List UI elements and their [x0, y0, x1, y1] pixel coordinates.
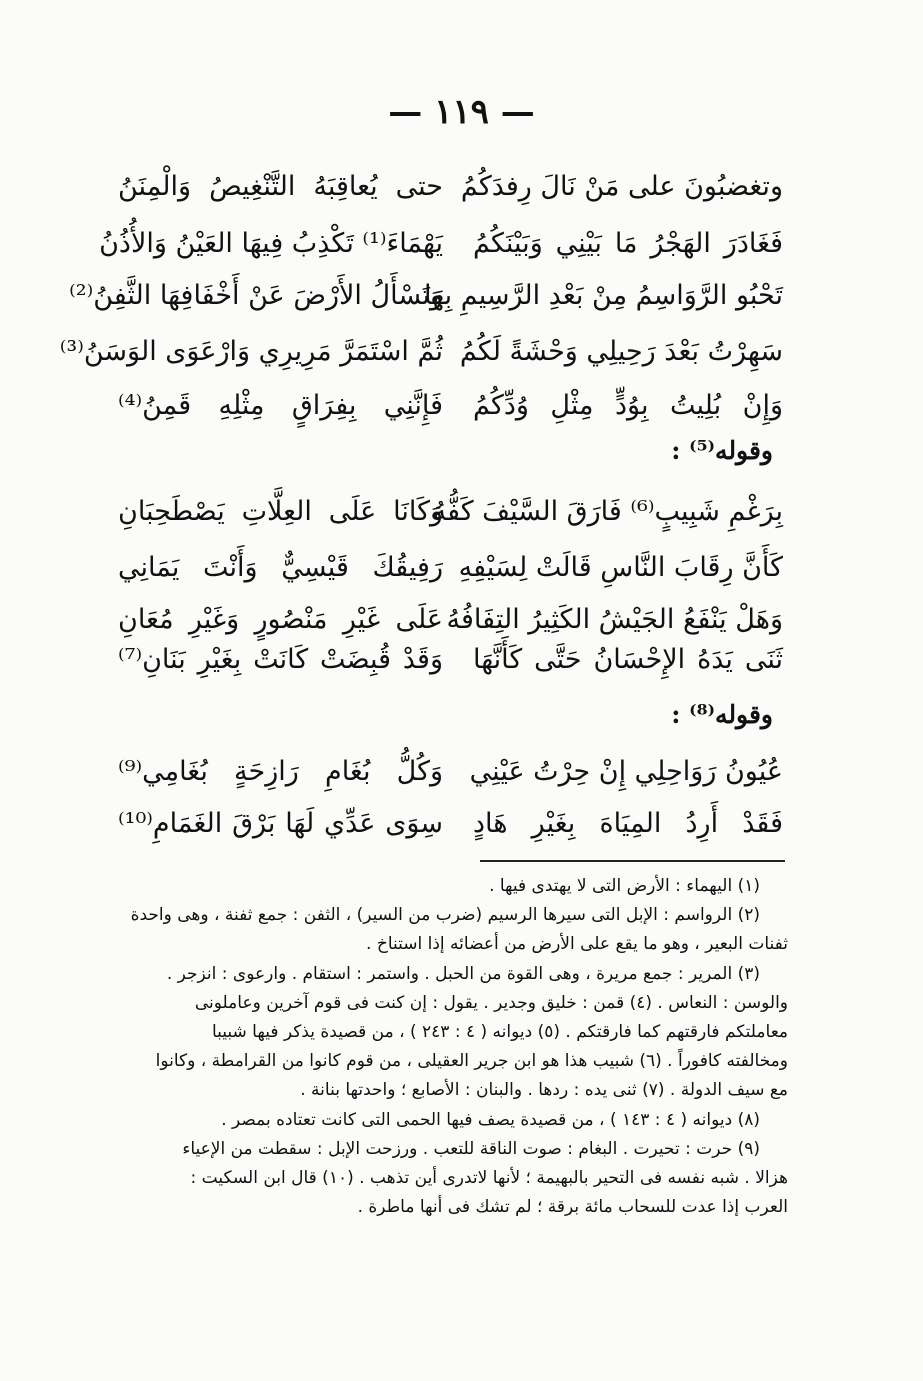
verse-first-hemistich: فَقَدْ أَرِدُ المِيَاهَ بِغَيْرِ هَادٍ — [473, 808, 783, 839]
verse-line — [0, 376, 923, 436]
verse-second-hemistich: حتى يُعاقِبَهُ التَّنْغِيصُ وَالْمِنَنُ — [118, 171, 443, 202]
verse-second-hemistich: وَكُلُّ بُغَامِ رَازِحَةٍ بُغَامِي⁽⁹⁾ — [118, 756, 443, 787]
verse-second-hemistich: عَلَى غَيْرِ مَنْصُورٍ وَغَيْرِ مُعَانِ — [118, 604, 443, 635]
footnote-line: (٩) حرت : تحيرت . البغام : صوت الناقة للتعب . ورزحت الإبل : سقطت من الإعياء — [182, 1138, 760, 1159]
verse-second-hemistich: رَفِيقُكَ قَيْسِيٌّ وَأَنْتَ يَمَانِي — [118, 552, 443, 583]
verse-first-hemistich: وَهَلْ يَنْفَعُ الجَيْشُ الكَثِيرُ التِفَافُهُ — [446, 604, 783, 635]
verse-line — [0, 630, 923, 690]
verse-first-hemistich: تَحْبُو الرَّوَاسِمُ مِنْ بَعْدِ الرَّسِيمِ بِهَا — [424, 280, 783, 311]
verse-line — [0, 794, 923, 854]
verse-line — [0, 266, 923, 326]
verse-first-hemistich: بِرَغْمِ شَبِيبٍ⁽⁶⁾ فَارَقَ السَّيْفَ كَفُّهُ — [432, 496, 783, 527]
verse-first-hemistich: وتغضبُونَ على مَنْ نَالَ رِفدَكُمُ — [460, 171, 783, 202]
footnote-separator — [480, 860, 785, 862]
verse-first-hemistich: فَغَادَرَ الهَجْرُ مَا بَيْنِي وَبَيْنَكُمُ — [473, 228, 783, 259]
verse-first-hemistich: ثَنَى يَدَهُ الإِحْسَانُ حَتَّى كَأَنَّهَا — [473, 644, 783, 675]
poem-intro: وقوله⁽⁸⁾ : — [671, 700, 773, 729]
footnote-line: معاملتكم فارقتهم كما فارقتكم . (٥) ديوانه ( ٤ : ٢٤٣ ) ، من قصيدة يذكر فيها شبيبا — [211, 1021, 788, 1042]
footnote-line: (١) اليهماء : الأرض التى لا يهتدى فيها . — [489, 876, 760, 896]
verse-line — [0, 214, 923, 274]
footnote-line: (٨) ديوانه ( ٤ : ١٤٣ ) ، من قصيدة يصف فيها الحمى التى كانت تعتاده بمصر . — [221, 1109, 760, 1130]
verse-first-hemistich: وَإِنْ بُلِيتُ بِوُدٍّ مِثْلِ وُدِّكُمُ — [473, 390, 783, 421]
verse-first-hemistich: سَهِرْتُ بَعْدَ رَحِيلِي وَحْشَةً لَكُمُ — [459, 336, 783, 367]
verse-first-hemistich: كَأَنَّ رِقَابَ النَّاسِ قَالَتْ لِسَيْفِهِ — [458, 552, 783, 583]
page-number: — ١١٩ — — [388, 92, 535, 132]
poem-intro: وقوله⁽⁵⁾ : — [671, 436, 773, 465]
verse-line — [0, 322, 923, 382]
verse-first-hemistich: عُيُونُ رَوَاحِلِي إِنْ حِرْتُ عَيْنِي — [469, 756, 783, 787]
verse-second-hemistich: وَتَسْأَلُ الأَرْضَ عَنْ أَخْفَافِهَا الثَّفِنُ⁽²⁾ — [69, 280, 443, 311]
footnotes — [108, 872, 788, 1222]
verse-line — [0, 157, 923, 217]
footnote-line: (٢) الرواسم : الإبل التى سيرها الرسيم (ضرب من السير) ، الثفن : جمع ثفنة ، وهى واحدة — [130, 905, 760, 926]
verse-line — [0, 538, 923, 598]
verse-second-hemistich: ثُمَّ اسْتَمَرَّ مَرِيرِي وَارْعَوَى الوَسَنُ⁽³⁾ — [59, 336, 443, 367]
verse-second-hemistich: يَهْمَاءَ⁽¹⁾ تَكْذِبُ فِيهَا العَيْنُ وَالأُذُنُ — [99, 228, 443, 259]
footnote-line: العرب إذا عدت للسحاب مائة برقة ؛ لم تشك فى أنها ماطرة . — [357, 1197, 788, 1218]
verse-line — [0, 742, 923, 802]
footnote-line: مع سيف الدولة . (٧) ثنى يده : ردها . والبنان : الأصابع ؛ واحدتها بنانة . — [300, 1080, 788, 1101]
verse-second-hemistich: سِوَى عَدِّي لَهَا بَرْقَ الغَمَامِ⁽¹⁰⁾ — [118, 808, 443, 839]
verse-second-hemistich: وَقَدْ قُبِضَتْ كَانَتْ بِغَيْرِ بَنَانِ⁽⁷⁾ — [118, 644, 443, 675]
footnote-line: والوسن : النعاس . (٤) قمن : خليق وجدير . يقول : إن كنت فى قوم آخرين وعاملونى — [194, 992, 788, 1013]
footnote-line: هزالا . شبه نفسه فى التحير بالبهيمة ؛ لأنها لاتدرى أين تذهب . (١٠) قال ابن السكيت : — [190, 1167, 788, 1188]
verse-second-hemistich: وَكَانَا عَلَى العِلَّاتِ يَصْطَحِبَانِ — [118, 496, 443, 527]
footnote-line: (٣) المرير : جمع مريرة ، وهى القوة من الحبل . واستمر : استقام . وارعوى : انزجر . — [166, 963, 760, 984]
footnote-line: ثفنات البعير ، وهو ما يقع على الأرض من أعضائه إذا استناخ . — [366, 934, 788, 955]
verse-line — [0, 482, 923, 542]
verse-second-hemistich: فَإِنَّنِي بِفِرَاقٍ مِثْلِهِ قَمِنُ⁽⁴⁾ — [118, 390, 443, 421]
footnote-line: ومخالفته كافوراً . (٦) شبيب هذا هو ابن جرير العقيلى ، من قوم كانوا من القرامطة ، وكانوا — [155, 1051, 788, 1072]
